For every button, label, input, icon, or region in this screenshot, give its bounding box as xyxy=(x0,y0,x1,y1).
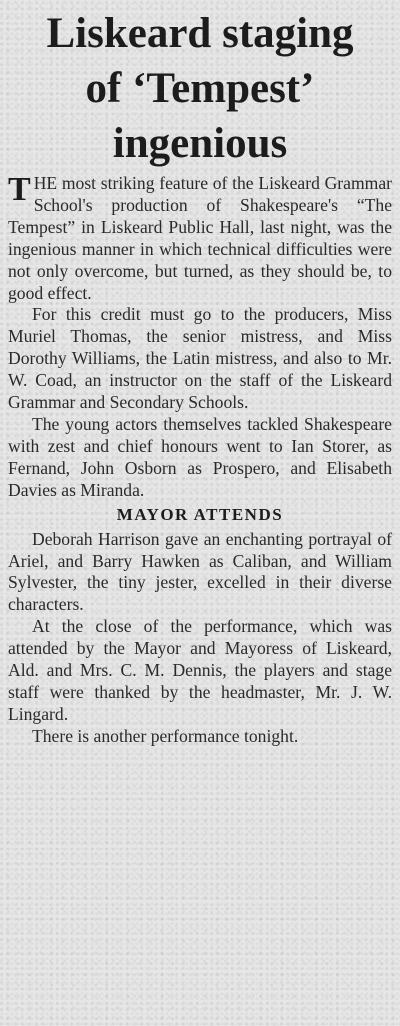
paragraph-1 xyxy=(8,173,392,304)
subheading: MAYOR ATTENDS xyxy=(116,504,284,524)
paragraph-4: Deborah Harrison gave an enchanting portrayal of Ariel, and Barry Hawken as Caliban, and William Sylvester, the tiny jester, excelled in their diverse characters. xyxy=(8,528,392,615)
paragraph-3: The young actors themselves tackled Shakespeare with zest and chief honours went to Ian Storer, as Fernand, John Osborn as Prospero, and Elisabeth Davies as Miranda. xyxy=(8,413,392,500)
drop-cap: T xyxy=(8,171,31,208)
headline-line-3: ingenious xyxy=(112,120,288,167)
headline-line-1: Liskeard staging xyxy=(46,10,354,57)
paragraph-6: There is another performance tonight. xyxy=(32,725,299,746)
headline-line-2: of ‘Tempest’ xyxy=(85,65,315,112)
article-body xyxy=(8,173,392,748)
paragraph-2: For this credit must go to the producers, Miss Muriel Thomas, the senior mistress, and Miss Dorothy Williams, the Latin mistress, and also to Mr. W. Coad, an instructor on the staff of the Liskeard Grammar and Secondary Schools. xyxy=(8,304,392,413)
paragraph-1-text: HE most striking feature of the Liskeard Grammar School's production of Shakespeare's “The Tempest” in Liskeard Public Hall, last night, was the ingenious manner in which technical difficulties were not only overcome, but turned, as they should be, to good effect. xyxy=(8,173,392,303)
paragraph-5: At the close of the performance, which was attended by the Mayor and Mayoress of Liskeard, Ald. and Mrs. C. M. Dennis, the players and stage staff were thanked by the headmaster, Mr. J. W. Lingard. xyxy=(8,616,392,724)
headline xyxy=(8,6,392,171)
